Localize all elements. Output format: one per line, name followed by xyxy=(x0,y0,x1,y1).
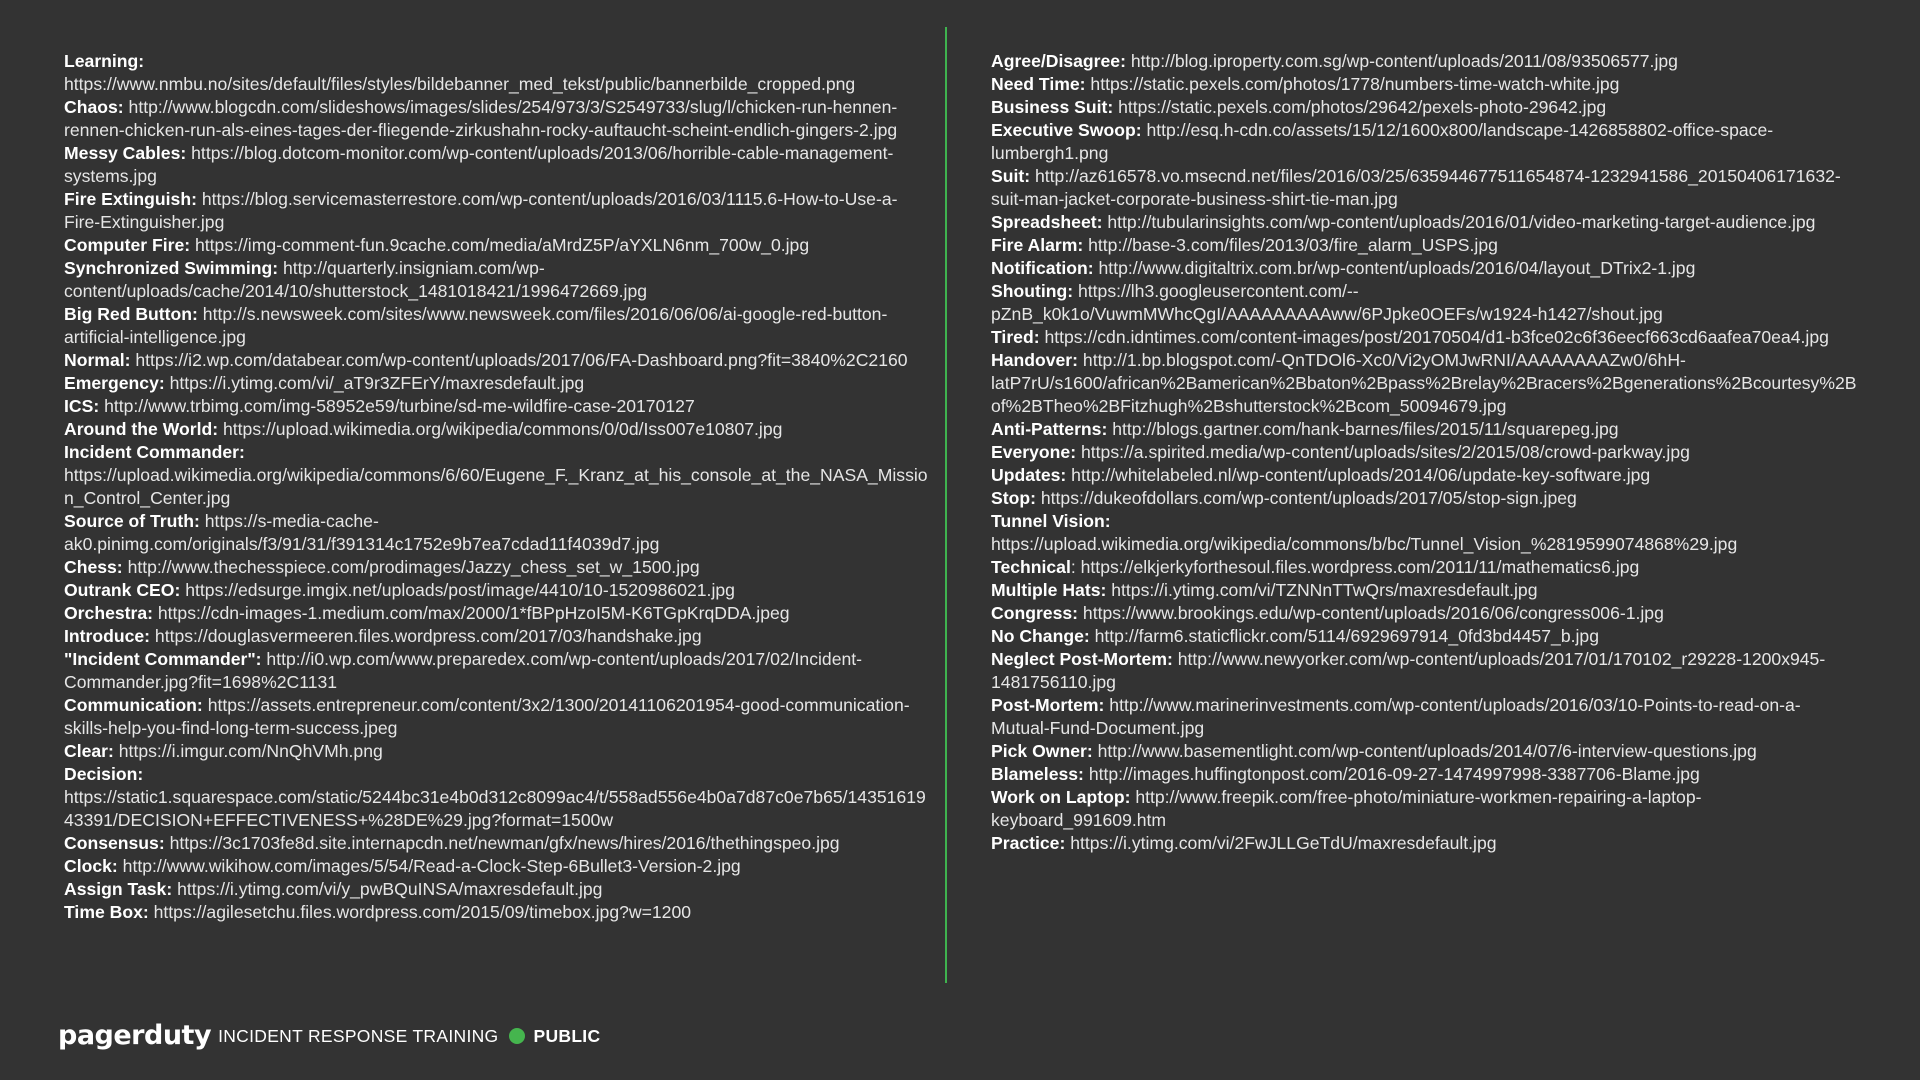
credit-url: https://assets.entrepreneur.com/content/3x2/1300/20141106201954-good-communication-skills-help-you-find-long-term-success.jpeg xyxy=(64,695,910,738)
credit-url: http://farm6.staticflickr.com/5114/6929697914_0fd3bd4457_b.jpg xyxy=(1094,626,1599,646)
credit-label: Need Time: xyxy=(991,74,1086,94)
credit-entry xyxy=(991,418,1859,441)
credit-entry xyxy=(64,855,932,878)
credit-label: Technical xyxy=(991,557,1071,577)
credit-label: Around the World: xyxy=(64,419,219,439)
credit-url: http://www.blogcdn.com/slideshows/images/slides/254/973/3/S2549733/slug/l/chicken-run-hennen-rennen-chicken-run-als-eines-tages-der-fliegende-zirkushahn-rocky-auftaucht-scheint-endlich-gingers-2.jpg xyxy=(64,97,898,140)
credit-url: http://az616578.vo.msecnd.net/files/2016/03/25/635944677511654874-1232941586_20150406171632-suit-man-jacket-corporate-business-shirt-tie-man.jpg xyxy=(991,166,1841,209)
credit-label: Executive Swoop: xyxy=(991,120,1142,140)
credit-url: https://i.ytimg.com/vi/y_pwBQuINSA/maxresdefault.jpg xyxy=(177,879,603,899)
credit-url: : https://elkjerkyforthesoul.files.wordpress.com/2011/11/mathematics6.jpg xyxy=(1070,557,1640,577)
credit-entry xyxy=(991,487,1859,510)
credit-entry xyxy=(991,119,1859,165)
credit-url: https://upload.wikimedia.org/wikipedia/commons/0/0d/Iss007e10807.jpg xyxy=(222,419,783,439)
credit-label: Handover: xyxy=(991,350,1079,370)
credit-url: https://s-media-cache-ak0.pinimg.com/originals/f3/91/31/f391314c1752e9b7ea7cdad11f4039d7.jpg xyxy=(64,511,660,554)
credit-url: https://blog.dotcom-monitor.com/wp-content/uploads/2013/06/horrible-cable-management-systems.jpg xyxy=(64,143,894,186)
credit-url: https://dukeofdollars.com/wp-content/uploads/2017/05/stop-sign.jpeg xyxy=(1040,488,1577,508)
credit-entry xyxy=(64,234,932,257)
footer xyxy=(58,1020,600,1052)
left-credits-column xyxy=(64,50,932,924)
credit-label: Learning: xyxy=(64,51,145,71)
footer-subtitle: INCIDENT RESPONSE TRAINING xyxy=(218,1025,499,1046)
credit-url: https://douglasvermeeren.files.wordpress.com/2017/03/handshake.jpg xyxy=(154,626,702,646)
credit-url: http://www.marinerinvestments.com/wp-content/uploads/2016/03/10-Points-to-read-on-a-Mutual-Fund-Document.jpg xyxy=(991,695,1801,738)
credit-entry xyxy=(991,50,1859,73)
credit-entry xyxy=(991,648,1859,694)
credit-url: http://s.newsweek.com/sites/www.newsweek.com/files/2016/06/06/ai-google-red-button-artificial-intelligence.jpg xyxy=(64,304,888,347)
credit-label: Synchronized Swimming: xyxy=(64,258,279,278)
credit-entry xyxy=(991,73,1859,96)
credit-entry xyxy=(64,188,932,234)
credit-entry xyxy=(64,901,932,924)
credit-url: https://a.spirited.media/wp-content/uploads/sites/2/2015/08/crowd-parkway.jpg xyxy=(1080,442,1690,462)
credit-entry xyxy=(991,165,1859,211)
credit-entry xyxy=(991,441,1859,464)
pagerduty-logo: pagerduty xyxy=(58,1020,212,1051)
credit-entry xyxy=(64,579,932,602)
credit-url: https://static.pexels.com/photos/1778/numbers-time-watch-white.jpg xyxy=(1090,74,1620,94)
credit-entry xyxy=(991,740,1859,763)
credit-label: Multiple Hats: xyxy=(991,580,1107,600)
column-divider xyxy=(945,27,947,983)
credit-url: https://edsurge.imgix.net/uploads/post/image/4410/10-1520986021.jpg xyxy=(185,580,735,600)
credit-url: https://cdn-images-1.medium.com/max/2000/1*fBPpHzoI5M-K6TGpKrqDDA.jpeg xyxy=(157,603,790,623)
credit-url: https://i.ytimg.com/vi/TZNNnTTwQrs/maxresdefault.jpg xyxy=(1111,580,1538,600)
credit-url: https://www.nmbu.no/sites/default/files/styles/bildebanner_med_tekst/public/bannerbilde_cropped.png xyxy=(64,74,856,94)
credit-entry xyxy=(991,579,1859,602)
credit-url: https://3c1703fe8d.site.internapcdn.net/newman/gfx/news/hires/2016/thethingspeo.jpg xyxy=(169,833,840,853)
credit-entry xyxy=(991,556,1859,579)
credit-entry xyxy=(991,786,1859,832)
credit-entry xyxy=(991,763,1859,786)
credit-label: Communication: xyxy=(64,695,203,715)
right-credits-column xyxy=(991,50,1859,855)
credit-label: Source of Truth: xyxy=(64,511,200,531)
credit-label: Introduce: xyxy=(64,626,151,646)
credit-label: Business Suit: xyxy=(991,97,1114,117)
credit-label: Big Red Button: xyxy=(64,304,198,324)
credit-url: http://www.digitaltrix.com.br/wp-content/uploads/2016/04/layout_DTrix2-1.jpg xyxy=(1098,258,1696,278)
credit-entry xyxy=(64,418,932,441)
credit-url: http://www.freepik.com/free-photo/miniature-workmen-repairing-a-laptop-keyboard_991609.htm xyxy=(991,787,1702,830)
credit-label: Pick Owner: xyxy=(991,741,1093,761)
credit-label: Orchestra: xyxy=(64,603,153,623)
credit-url: http://www.trbimg.com/img-58952e59/turbine/sd-me-wildfire-case-20170127 xyxy=(104,396,695,416)
credit-label: Blameless: xyxy=(991,764,1084,784)
credit-url: https://www.brookings.edu/wp-content/uploads/2016/06/congress006-1.jpg xyxy=(1082,603,1664,623)
credit-label: Stop: xyxy=(991,488,1036,508)
credit-entry xyxy=(64,694,932,740)
credit-url: https://img-comment-fun.9cache.com/media/aMrdZ5P/aYXLN6nm_700w_0.jpg xyxy=(195,235,810,255)
credit-url: http://1.bp.blogspot.com/-QnTDOl6-Xc0/Vi2yOMJwRNI/AAAAAAAAZw0/6hH-latP7rU/s1600/african%2Bamerican%2Bbaton%2Bpass%2Brelay%2Bracers%2Bgenerations%2Bcourtesy%2Bof%2BTheo%2BFitzhugh%2Bshutterstock%2Bcom_50094679.jpg xyxy=(991,350,1857,416)
credit-label: Fire Extinguish: xyxy=(64,189,197,209)
credit-url: https://i.ytimg.com/vi/_aT9r3ZFErY/maxresdefault.jpg xyxy=(169,373,585,393)
credit-entry xyxy=(64,96,932,142)
credit-url: http://base-3.com/files/2013/03/fire_alarm_USPS.jpg xyxy=(1088,235,1498,255)
credit-label: Fire Alarm: xyxy=(991,235,1084,255)
credit-label: Post-Mortem: xyxy=(991,695,1105,715)
credit-entry xyxy=(64,349,932,372)
credit-label: Congress: xyxy=(991,603,1079,623)
credit-label: Outrank CEO: xyxy=(64,580,181,600)
credit-url: http://i0.wp.com/www.preparedex.com/wp-content/uploads/2017/02/Incident-Commander.jpg?fit=1698%2C1131 xyxy=(64,649,863,692)
credit-entry xyxy=(64,50,932,96)
credit-url: https://static1.squarespace.com/static/5244bc31e4b0d312c8099ac4/t/558ad556e4b0a7d87c0e7b65/1435161943391/DECISION+EFFECTIVENESS+%28DE%29.jpg?format=1500w xyxy=(64,787,926,830)
credit-label: Incident Commander: xyxy=(64,442,245,462)
credit-url: http://www.thechesspiece.com/prodimages/Jazzy_chess_set_w_1500.jpg xyxy=(127,557,700,577)
credit-url: http://blog.iproperty.com.sg/wp-content/uploads/2011/08/93506577.jpg xyxy=(1130,51,1678,71)
credit-label: Practice: xyxy=(991,833,1066,853)
credit-label: Notification: xyxy=(991,258,1094,278)
credit-url: https://i.imgur.com/NnQhVMh.png xyxy=(118,741,383,761)
credit-label: Decision: xyxy=(64,764,144,784)
credit-entry xyxy=(64,372,932,395)
public-status-dot-icon xyxy=(509,1028,525,1044)
credit-url: http://blogs.gartner.com/hank-barnes/files/2015/11/squarepeg.jpg xyxy=(1112,419,1619,439)
credit-entry xyxy=(64,257,932,303)
credit-label: Clear: xyxy=(64,741,114,761)
credit-url: http://www.wikihow.com/images/5/54/Read-a-Clock-Step-6Bullet3-Version-2.jpg xyxy=(122,856,741,876)
credit-entry xyxy=(991,257,1859,280)
credit-entry xyxy=(64,395,932,418)
credit-label: Clock: xyxy=(64,856,118,876)
credit-entry xyxy=(991,280,1859,326)
credit-label: Spreadsheet: xyxy=(991,212,1103,232)
credit-entry xyxy=(991,832,1859,855)
credit-url: http://www.basementlight.com/wp-content/uploads/2014/07/6-interview-questions.jpg xyxy=(1097,741,1757,761)
credit-url: http://www.newyorker.com/wp-content/uploads/2017/01/170102_r29228-1200x945-1481756110.jpg xyxy=(991,649,1826,692)
credit-url: https://blog.servicemasterrestore.com/wp-content/uploads/2016/03/1115.6-How-to-Use-a-Fire-Extinguisher.jpg xyxy=(64,189,898,232)
credit-url: https://upload.wikimedia.org/wikipedia/commons/6/60/Eugene_F._Kranz_at_his_console_at_the_NASA_Mission_Control_Center.jpg xyxy=(64,465,928,508)
credit-label: Time Box: xyxy=(64,902,149,922)
credit-label: Suit: xyxy=(991,166,1031,186)
credit-url: https://cdn.idntimes.com/content-images/post/20170504/d1-b3fce02c6f36eecf663cd6aafea70ea4.jpg xyxy=(1044,327,1829,347)
credit-label: Consensus: xyxy=(64,833,165,853)
credit-entry xyxy=(64,763,932,832)
credit-entry xyxy=(991,625,1859,648)
credit-label: Updates: xyxy=(991,465,1067,485)
credit-entry xyxy=(991,464,1859,487)
credit-label: Computer Fire: xyxy=(64,235,191,255)
credit-url: https://static.pexels.com/photos/29642/pexels-photo-29642.jpg xyxy=(1118,97,1607,117)
credit-entry xyxy=(991,211,1859,234)
credit-entry xyxy=(64,878,932,901)
credit-label: Chess: xyxy=(64,557,123,577)
credit-entry xyxy=(64,602,932,625)
credit-label: No Change: xyxy=(991,626,1090,646)
credit-label: Neglect Post-Mortem: xyxy=(991,649,1173,669)
credit-label: Tired: xyxy=(991,327,1040,347)
credit-url: https://agilesetchu.files.wordpress.com/2015/09/timebox.jpg?w=1200 xyxy=(153,902,692,922)
credit-entry xyxy=(991,234,1859,257)
credit-entry xyxy=(991,349,1859,418)
credit-entry xyxy=(991,602,1859,625)
credit-entry xyxy=(64,625,932,648)
credit-entry xyxy=(64,510,932,556)
credit-entry xyxy=(991,510,1859,556)
credit-url: http://images.huffingtonpost.com/2016-09-27-1474997998-3387706-Blame.jpg xyxy=(1088,764,1700,784)
credit-label: Anti-Patterns: xyxy=(991,419,1108,439)
credit-entry xyxy=(991,326,1859,349)
credit-entry xyxy=(64,832,932,855)
credit-label: Tunnel Vision: xyxy=(991,511,1111,531)
credit-url: https://lh3.googleusercontent.com/--pZnB_k0k1o/VuwmMWhcQgI/AAAAAAAAAww/6PJpke0OEFs/w1924-h1427/shout.jpg xyxy=(991,281,1663,324)
credit-url: http://tubularinsights.com/wp-content/uploads/2016/01/video-marketing-target-audience.jpg xyxy=(1107,212,1816,232)
credit-label: Emergency: xyxy=(64,373,165,393)
credit-label: Everyone: xyxy=(991,442,1077,462)
public-badge: PUBLIC xyxy=(533,1025,601,1046)
credit-label: Messy Cables: xyxy=(64,143,187,163)
credit-url: http://quarterly.insigniam.com/wp-content/uploads/cache/2014/10/shutterstock_1481018421/1996472669.jpg xyxy=(64,258,648,301)
credit-label: Agree/Disagree: xyxy=(991,51,1126,71)
credit-entry xyxy=(64,142,932,188)
credit-label: Shouting: xyxy=(991,281,1074,301)
credit-entry xyxy=(64,556,932,579)
credit-url: http://esq.h-cdn.co/assets/15/12/1600x800/landscape-1426858802-office-space-lumbergh1.png xyxy=(991,120,1774,163)
credit-url: https://i2.wp.com/databear.com/wp-content/uploads/2017/06/FA-Dashboard.png?fit=3840%2C2160 xyxy=(135,350,908,370)
credit-label: Work on Laptop: xyxy=(991,787,1131,807)
credit-label: "Incident Commander": xyxy=(64,649,262,669)
credit-entry xyxy=(64,740,932,763)
credit-entry xyxy=(991,694,1859,740)
credit-entry xyxy=(64,303,932,349)
credit-label: Normal: xyxy=(64,350,131,370)
credit-url: https://i.ytimg.com/vi/2FwJLLGeTdU/maxresdefault.jpg xyxy=(1070,833,1497,853)
credit-entry xyxy=(64,441,932,510)
credit-entry xyxy=(64,648,932,694)
credit-url: http://whitelabeled.nl/wp-content/uploads/2014/06/update-key-software.jpg xyxy=(1071,465,1651,485)
credit-label: Chaos: xyxy=(64,97,124,117)
credit-url: https://upload.wikimedia.org/wikipedia/commons/b/bc/Tunnel_Vision_%2819599074868%29.jpg xyxy=(991,534,1738,554)
credit-label: ICS: xyxy=(64,396,100,416)
credit-entry xyxy=(991,96,1859,119)
credit-label: Assign Task: xyxy=(64,879,173,899)
